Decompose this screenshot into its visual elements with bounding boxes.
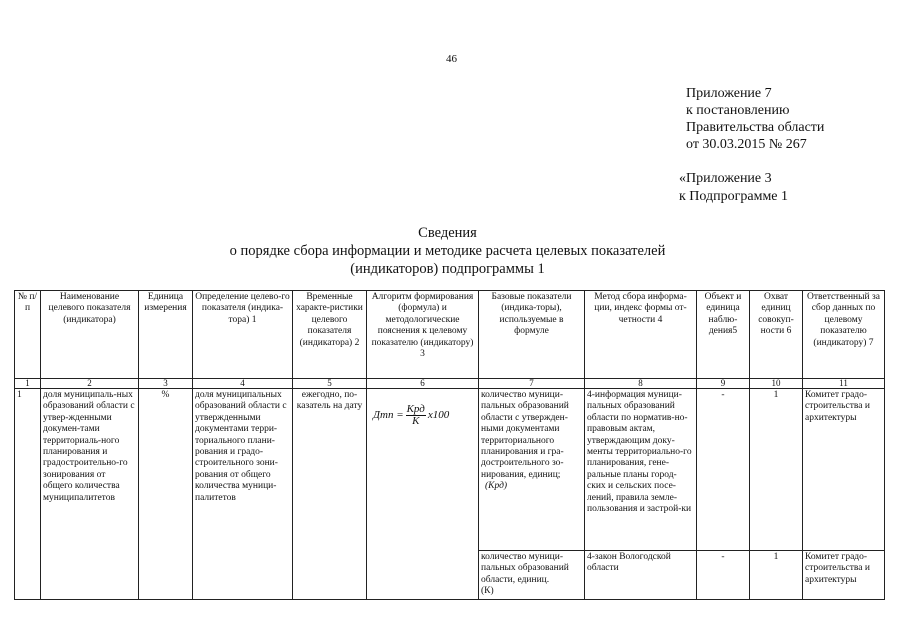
collection-method-2: 4-закон Вологодской области <box>585 551 697 600</box>
col-num-5: 5 <box>293 379 367 389</box>
formula-suffix: х100 <box>427 409 450 422</box>
col-num-3: 3 <box>139 379 193 389</box>
col-num-6: 6 <box>367 379 479 389</box>
title-line-3: (индикаторов) подпрограммы 1 <box>350 261 545 277</box>
base-indicator-2-code: (К) <box>481 586 494 597</box>
col-num-11: 11 <box>803 379 885 389</box>
appendix-reference <box>686 85 824 153</box>
header-coverage: Охват единиц совокуп-ности 6 <box>750 291 803 379</box>
base-indicator-2 <box>479 551 585 600</box>
header-object: Объект и единица наблю-дения5 <box>697 291 750 379</box>
appendix-line-3: Правительства области <box>686 120 825 135</box>
coverage-2: 1 <box>750 551 803 600</box>
column-number-row <box>15 379 885 389</box>
indicators-table <box>14 290 885 600</box>
base-indicator-1-code: (Крд) <box>485 481 508 492</box>
responsible-2: Комитет градо-строительства и архитектуры <box>803 551 885 600</box>
appendix-line-4: от 30.03.2015 № 267 <box>686 137 807 152</box>
header-definition: Определение целево-го показателя (индика-тора) 1 <box>193 291 293 379</box>
document-title <box>0 224 905 278</box>
col-num-7: 7 <box>479 379 585 389</box>
col-num-9: 9 <box>697 379 750 389</box>
base-indicator-2-text: количество муници-пальных образований области, единиц. <box>481 552 569 585</box>
formula-denominator: К <box>412 415 420 428</box>
col-num-2: 2 <box>41 379 139 389</box>
collection-method-1: 4-информация муници-пальных образований области по норматив-но-правовым актам, утверждающим доку-менты территориально-го планирования, гене-ральные планы город-ских и сельских посе-лений, правила земле-пользования и застрой-ки <box>585 389 697 551</box>
formula-cell <box>367 389 479 600</box>
indicator-definition: доля муниципальных образований области с утвержденными документами терри-ториального плани-рования и градо-строительного зони-рования от общего количества муници-палитетов <box>193 389 293 600</box>
header-name: Наименование целевого показателя (индикатора) <box>41 291 139 379</box>
header-method: Метод сбора информа-ции, индекс формы от-четности 4 <box>585 291 697 379</box>
observation-object-2: - <box>697 551 750 600</box>
indicator-name: доля муниципаль-ных образований области с утвер-жденными докумен-тами территориаль-ного планирования и градостроительно-го зонирования от общего количества муниципалитетов <box>41 389 139 600</box>
header-base: Базовые показатели (индика-торы), используемые в формуле <box>479 291 585 379</box>
header-algorithm: Алгоритм формирования (формула) и методологические пояснения к целевому показателю (индикатору) 3 <box>367 291 479 379</box>
base-indicator-1-text: количество муници-пальных образований области с утвержден-ными документами территориального планирования и гра-достроительного зо-нирования, единиц; <box>481 390 569 480</box>
header-num: № п/п <box>15 291 41 379</box>
row-num: 1 <box>15 389 41 600</box>
subprogram-appendix-reference <box>679 170 788 206</box>
header-responsible: Ответственный за сбор данных по целевому показателю (индикатору) 7 <box>803 291 885 379</box>
page-number: 46 <box>446 53 457 65</box>
appendix-line-1: Приложение 7 <box>686 86 772 101</box>
col-num-4: 4 <box>193 379 293 389</box>
title-line-2: о порядке сбора информации и методике расчета целевых показателей <box>229 243 666 259</box>
formula <box>373 404 449 428</box>
formula-lhs: Дтп = <box>373 409 404 422</box>
title-line-1: Сведения <box>418 225 477 241</box>
header-timing: Временные характе-ристики целевого показателя (индикатора) 2 <box>293 291 367 379</box>
appendix2-line-2: к Подпрограмме 1 <box>679 189 789 204</box>
unit: % <box>139 389 193 600</box>
col-num-1: 1 <box>15 379 41 389</box>
col-num-8: 8 <box>585 379 697 389</box>
table-header-row <box>15 291 885 379</box>
time-characteristic: ежегодно, по-казатель на дату <box>293 389 367 600</box>
appendix-line-2: к постановлению <box>686 103 790 118</box>
coverage-1: 1 <box>750 389 803 551</box>
base-indicator-1 <box>479 389 585 551</box>
formula-fraction <box>406 404 426 428</box>
table-row <box>15 389 885 551</box>
responsible-1: Комитет градо-строительства и архитектуры <box>803 389 885 551</box>
header-unit: Единица измерения <box>139 291 193 379</box>
appendix2-line-1: «Приложение 3 <box>679 171 772 186</box>
col-num-10: 10 <box>750 379 803 389</box>
formula-numerator: Крд <box>406 403 425 415</box>
observation-object-1: - <box>697 389 750 551</box>
